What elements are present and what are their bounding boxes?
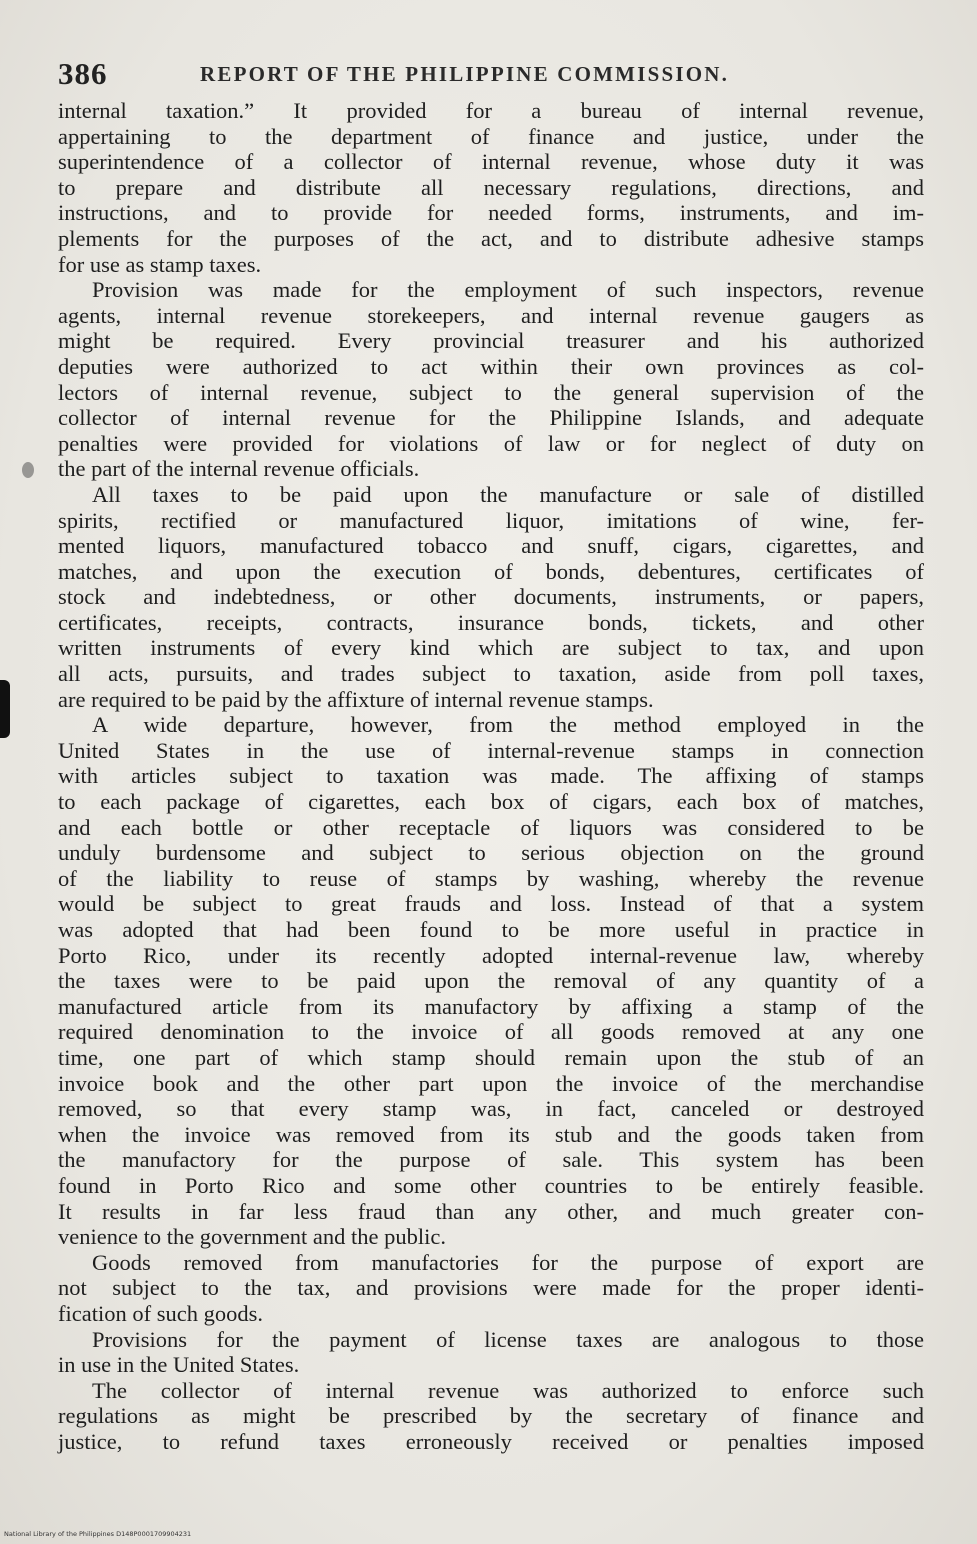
text-line: to each package of cigarettes, each box of cigars, each box of matches, xyxy=(58,789,924,815)
text-line: time, one part of which stamp should remain upon the stub of an xyxy=(58,1044,924,1070)
text-line: superintendence of a collector of internal revenue, whose duty it was xyxy=(58,149,924,175)
text-line: justice, to refund taxes erroneously received or penalties imposed xyxy=(58,1428,924,1454)
text-line: collector of internal revenue for the Philippine Islands, and adequate xyxy=(58,405,924,431)
text-line: the part of the internal revenue officials. xyxy=(58,456,420,482)
text-line: United States in the use of internal-revenue stamps in connection xyxy=(58,737,924,763)
text-line: lectors of internal revenue, subject to the general supervision of the xyxy=(58,379,924,405)
text-line: A wide departure, however, from the method employed in the xyxy=(92,712,924,738)
text-line: manufactured article from its manufactory by affixing a stamp of the xyxy=(58,993,924,1019)
text-line: stock and indebtedness, or other documents, instruments, or papers, xyxy=(58,584,924,610)
text-line: certificates, receipts, contracts, insurance bonds, tickets, and other xyxy=(58,609,924,635)
text-line: all acts, pursuits, and trades subject to taxation, aside from poll taxes, xyxy=(58,661,924,687)
text-line: Provisions for the payment of license taxes are analogous to those xyxy=(92,1326,924,1352)
text-line: It results in far less fraud than any other, and much greater con- xyxy=(58,1198,924,1224)
text-line: venience to the government and the public. xyxy=(58,1224,446,1250)
text-line: in use in the United States. xyxy=(58,1352,300,1378)
page-number: 386 xyxy=(58,56,108,91)
running-head: REPORT OF THE PHILIPPINE COMMISSION. xyxy=(200,62,730,86)
text-line: matches, and upon the execution of bonds, debentures, certificates of xyxy=(58,558,924,584)
text-line: plements for the purposes of the act, and to distribute adhesive stamps xyxy=(58,225,924,251)
text-line: agents, internal revenue storekeepers, and internal revenue gaugers as xyxy=(58,302,924,328)
text-line: Porto Rico, under its recently adopted internal-revenue law, whereby xyxy=(58,942,924,968)
text-line: might be required. Every provincial treasurer and his authorized xyxy=(58,328,924,354)
text-line: the taxes were to be paid upon the removal of any quantity of a xyxy=(58,968,924,994)
text-line: was adopted that had been found to be more useful in practice in xyxy=(58,917,924,942)
text-line: for use as stamp taxes. xyxy=(58,251,262,277)
text-line: appertaining to the department of finance and justice, under the xyxy=(58,123,924,149)
page-header xyxy=(58,56,928,96)
text-line: penalties were provided for violations of law or for neglect of duty on xyxy=(58,430,924,456)
text-line: The collector of internal revenue was authorized to enforce such xyxy=(92,1377,924,1403)
text-line: are required to be paid by the affixture of internal revenue stamps. xyxy=(58,686,654,712)
text-line: regulations as might be prescribed by the secretary of finance and xyxy=(58,1403,924,1429)
scan-smudge xyxy=(22,462,34,478)
text-line: found in Porto Rico and some other countries to be entirely feasible. xyxy=(58,1172,924,1198)
text-line: required denomination to the invoice of all goods removed at any one xyxy=(58,1019,924,1045)
text-line: and each bottle or other receptacle of liquors was considered to be xyxy=(58,814,924,840)
text-line: fication of such goods. xyxy=(58,1300,263,1326)
text-line: All taxes to be paid upon the manufacture or sale of distilled xyxy=(92,481,924,507)
text-line: Provision was made for the employment of such inspectors, revenue xyxy=(92,277,924,303)
text-line: to prepare and distribute all necessary regulations, directions, and xyxy=(58,174,924,200)
binding-shadow xyxy=(0,680,10,738)
text-line: not subject to the tax, and provisions were made for the proper identi- xyxy=(58,1275,924,1301)
text-line: mented liquors, manufactured tobacco and snuff, cigars, cigarettes, and xyxy=(58,533,924,559)
scan-footer: National Library of the Philippines D148P0001709904231 xyxy=(4,1530,192,1538)
text-line: the manufactory for the purpose of sale. This system has been xyxy=(58,1147,924,1173)
text-line: instructions, and to provide for needed forms, instruments, and im- xyxy=(58,200,924,226)
text-line: when the invoice was removed from its stub and the goods taken from xyxy=(58,1121,924,1147)
text-line: would be subject to great frauds and loss. Instead of that a system xyxy=(58,891,924,917)
text-line: of the liability to reuse of stamps by washing, whereby the revenue xyxy=(58,865,924,891)
text-line: removed, so that every stamp was, in fact, canceled or destroyed xyxy=(58,1096,924,1122)
text-line: spirits, rectified or manufactured liquor, imitations of wine, fer- xyxy=(58,507,924,533)
text-line: invoice book and the other part upon the invoice of the merchandise xyxy=(58,1070,924,1096)
text-line: internal taxation.” It provided for a bureau of internal revenue, xyxy=(58,98,924,123)
text-line: unduly burdensome and subject to serious objection on the ground xyxy=(58,840,924,866)
body-text xyxy=(58,98,924,1454)
text-line: written instruments of every kind which are subject to tax, and upon xyxy=(58,635,924,661)
text-line: Goods removed from manufactories for the purpose of export are xyxy=(92,1249,924,1275)
text-line: deputies were authorized to act within their own provinces as col- xyxy=(58,353,924,379)
text-line: with articles subject to taxation was made. The affixing of stamps xyxy=(58,763,924,789)
